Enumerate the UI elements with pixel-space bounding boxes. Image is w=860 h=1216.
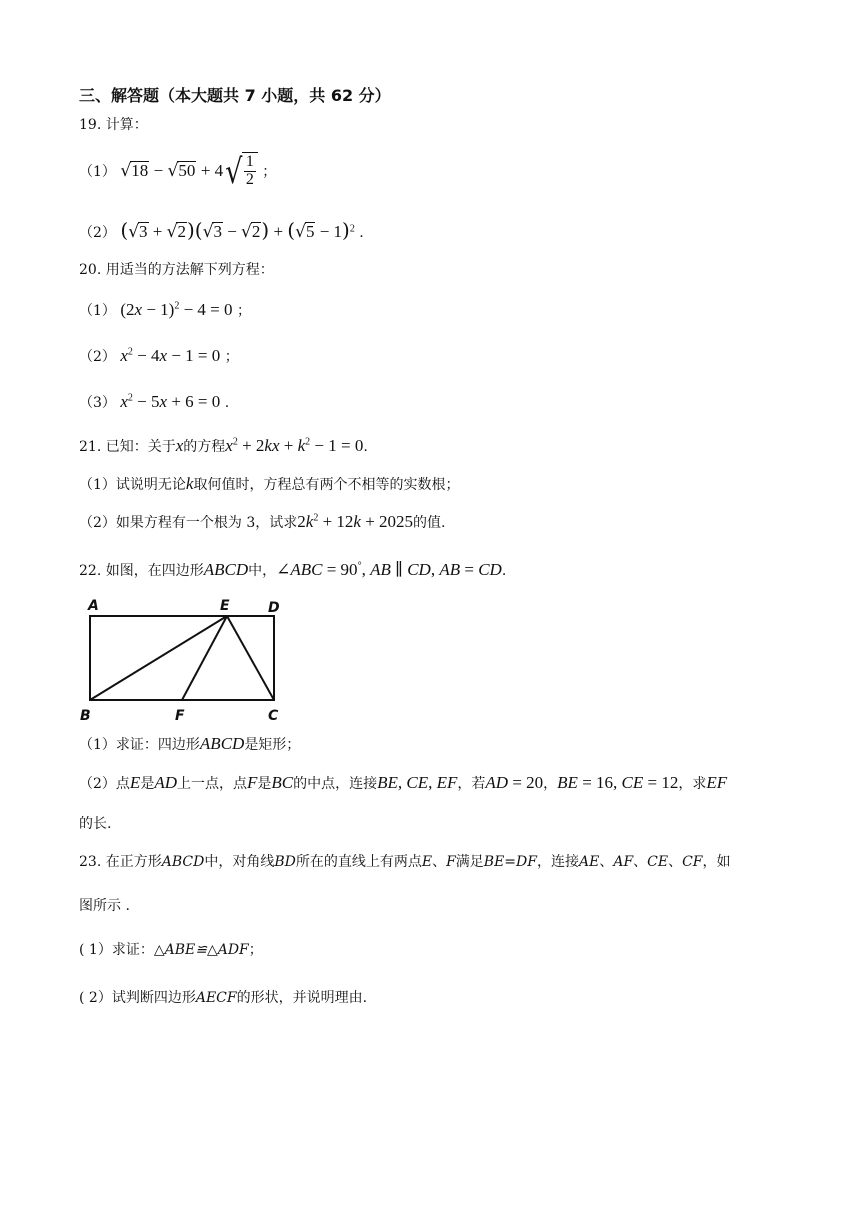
- q22-part2-cont: 的长.: [79, 816, 112, 832]
- q20-p1-end: ；: [236, 303, 251, 319]
- q20-part3: （3） $x^2 - 5x + 6 = 0$ .: [79, 392, 230, 411]
- q23-ae: AE: [578, 854, 600, 870]
- q19-p2-label: （2）: [79, 225, 116, 241]
- q19-p1-radicand-a: 18: [131, 161, 149, 180]
- q21-part1: [79, 474, 459, 494]
- q23-stem: [79, 854, 731, 871]
- q22-p2-b: 是: [140, 776, 155, 792]
- q22-p1-text-a: （1）求证：四边形: [79, 737, 200, 753]
- q22-p2-g: ，: [543, 776, 558, 792]
- segment-be: [90, 616, 227, 700]
- q22-stem: 22. 如图，在四边形ABCD中，∠ABC = 90°, AB ∥ CD, AB = CD.: [79, 560, 507, 579]
- q23-p1-end: ；: [248, 942, 263, 958]
- q21-stem-var: x: [175, 436, 184, 455]
- q20-part2: （2） $x^2 - 4x - 1 = 0$ ；: [79, 346, 239, 365]
- q23-sep4: 、: [668, 854, 683, 870]
- q22-p1-text-b: 是矩形；: [244, 737, 301, 753]
- q23-p2-quad: AECF: [195, 990, 237, 1006]
- q22-stem-quad: ABCD: [203, 560, 249, 579]
- q19-p1-frac-sqrt: √ $\frac{1}{2}$: [223, 152, 258, 192]
- q22-p2-f: F: [246, 773, 258, 792]
- q22-figure: [76, 594, 296, 726]
- q22-p2-h: ，求: [678, 776, 707, 792]
- q23-part2: [79, 990, 367, 1007]
- q23-quad: ABCD: [161, 854, 205, 870]
- q20-p2-end: ；: [224, 349, 239, 365]
- q22-p2-ef: EF: [706, 773, 728, 792]
- q23-cf: CF: [682, 854, 703, 870]
- q19-p2-end: .: [359, 225, 364, 241]
- segment-ec: [227, 616, 274, 700]
- q19-p1-num: 1: [245, 153, 254, 170]
- q23-ce: CE: [647, 854, 669, 870]
- q22-part1: [79, 734, 300, 754]
- q21-stem-end: .: [363, 439, 368, 455]
- q23-bd: BD: [274, 854, 296, 870]
- q23-f: F: [446, 854, 456, 870]
- q19-p1-end: ；: [262, 164, 277, 180]
- q22-part2: （2）点E是AD上一点，点F是BC的中点，连接BE, CE, EF，若AD = 20，BE = 16, CE = 12，求EF: [79, 773, 728, 792]
- q23-c: 所在的直线上有两点: [295, 854, 422, 870]
- q19-part2: （2） $(√3 + √2)(√3 - √2) + (√5 - 1)^2$ .: [79, 218, 364, 242]
- q23-stem-cont: 图所示 .: [79, 898, 130, 914]
- q19-p1-coef: 4: [214, 161, 224, 180]
- q22-stem-end: .: [501, 563, 507, 579]
- q22-p1-quad: ABCD: [199, 734, 245, 753]
- label-d: D: [268, 600, 280, 616]
- label-a: A: [88, 598, 99, 614]
- segment-ef: [182, 616, 227, 700]
- q20-stem: 20. 用适当的方法解下列方程：: [79, 262, 274, 278]
- q21-p1-text-a: （1）试说明无论: [79, 477, 186, 493]
- q22-p2-ad: AD: [154, 773, 177, 792]
- q23-p1-tri: △ABE≌△ADF: [153, 942, 249, 958]
- q23-p2-a: ( 2）试判断四边形: [79, 990, 196, 1006]
- q21-stem-text-a: 21. 已知：关于: [79, 439, 176, 455]
- q22-p2-f-text: ，若: [457, 776, 486, 792]
- q23-p2-b: 的形状，并说明理由.: [236, 990, 368, 1006]
- label-f: F: [175, 708, 185, 724]
- q23-e: E: [421, 854, 433, 870]
- q23-af: AF: [613, 854, 634, 870]
- q23-e-text: ，连接: [536, 854, 579, 870]
- q20-part1: （1） $(2x - 1)^2 - 4 = 0$ ；: [79, 300, 251, 319]
- q19-p1-den: 2: [245, 170, 254, 188]
- q21-p2-text-a: （2）如果方程有一个根为 3，试求: [79, 515, 298, 531]
- q21-stem: 21. 已知：关于x的方程$x^2 + 2kx + k^2 - 1 = 0$.: [79, 436, 368, 455]
- label-c: C: [268, 708, 279, 724]
- q20-p2-label: （2）: [79, 349, 116, 365]
- q22-p2-d: 是: [257, 776, 272, 792]
- q21-part2: （2）如果方程有一个根为 3，试求$2k^2 + 12k + 2025$的值.: [79, 512, 446, 531]
- q19-part1: （1） √18 − √50 + 4 √ $\frac{1}{2}$ ；: [79, 152, 277, 192]
- q23-sep1: 、: [432, 854, 447, 870]
- label-b: B: [80, 708, 91, 724]
- q23-p1-a: ( 1）求证：: [79, 942, 154, 958]
- section-title: 三、解答题（本大题共 7 小题，共 62 分）: [79, 86, 391, 105]
- q21-p1-var: k: [185, 474, 194, 493]
- q23-a: 23. 在正方形: [79, 854, 162, 870]
- q23-f-text: ，如: [702, 854, 731, 870]
- q21-p1-text-b: 取何值时，方程总有两个不相等的实数根；: [193, 477, 460, 493]
- q22-stem-text-a: 22. 如图，在四边形: [79, 563, 204, 579]
- q22-p2-e-text: 的中点，连接: [293, 776, 378, 792]
- q21-stem-text-b: 的方程: [183, 439, 226, 455]
- q19-p1-radicand-b: 50: [178, 161, 196, 180]
- q23-sep2: 、: [599, 854, 614, 870]
- q23-sep3: 、: [633, 854, 648, 870]
- q22-p2-a: （2）点: [79, 776, 130, 792]
- q19-p1-label: （1）: [79, 164, 116, 180]
- q22-p2-bc: BC: [271, 773, 294, 792]
- q23-d: 满足: [455, 854, 484, 870]
- q23-b: 中，对角线: [204, 854, 275, 870]
- q20-p3-label: （3）: [79, 395, 116, 411]
- q20-p3-end: .: [224, 395, 230, 411]
- q20-p1-label: （1）: [79, 303, 116, 319]
- q19-stem: 19. 计算：: [79, 117, 148, 133]
- q22-stem-text-b: 中，: [248, 563, 277, 579]
- q21-p2-text-b: 的值.: [413, 515, 446, 531]
- rectangle-abcd: [90, 616, 274, 700]
- q23-part1: [79, 942, 263, 959]
- q23-eq: BE=DF: [483, 854, 537, 870]
- q22-p2-e: E: [129, 773, 141, 792]
- label-e: E: [220, 598, 230, 614]
- q22-p2-c: 上一点，点: [176, 776, 247, 792]
